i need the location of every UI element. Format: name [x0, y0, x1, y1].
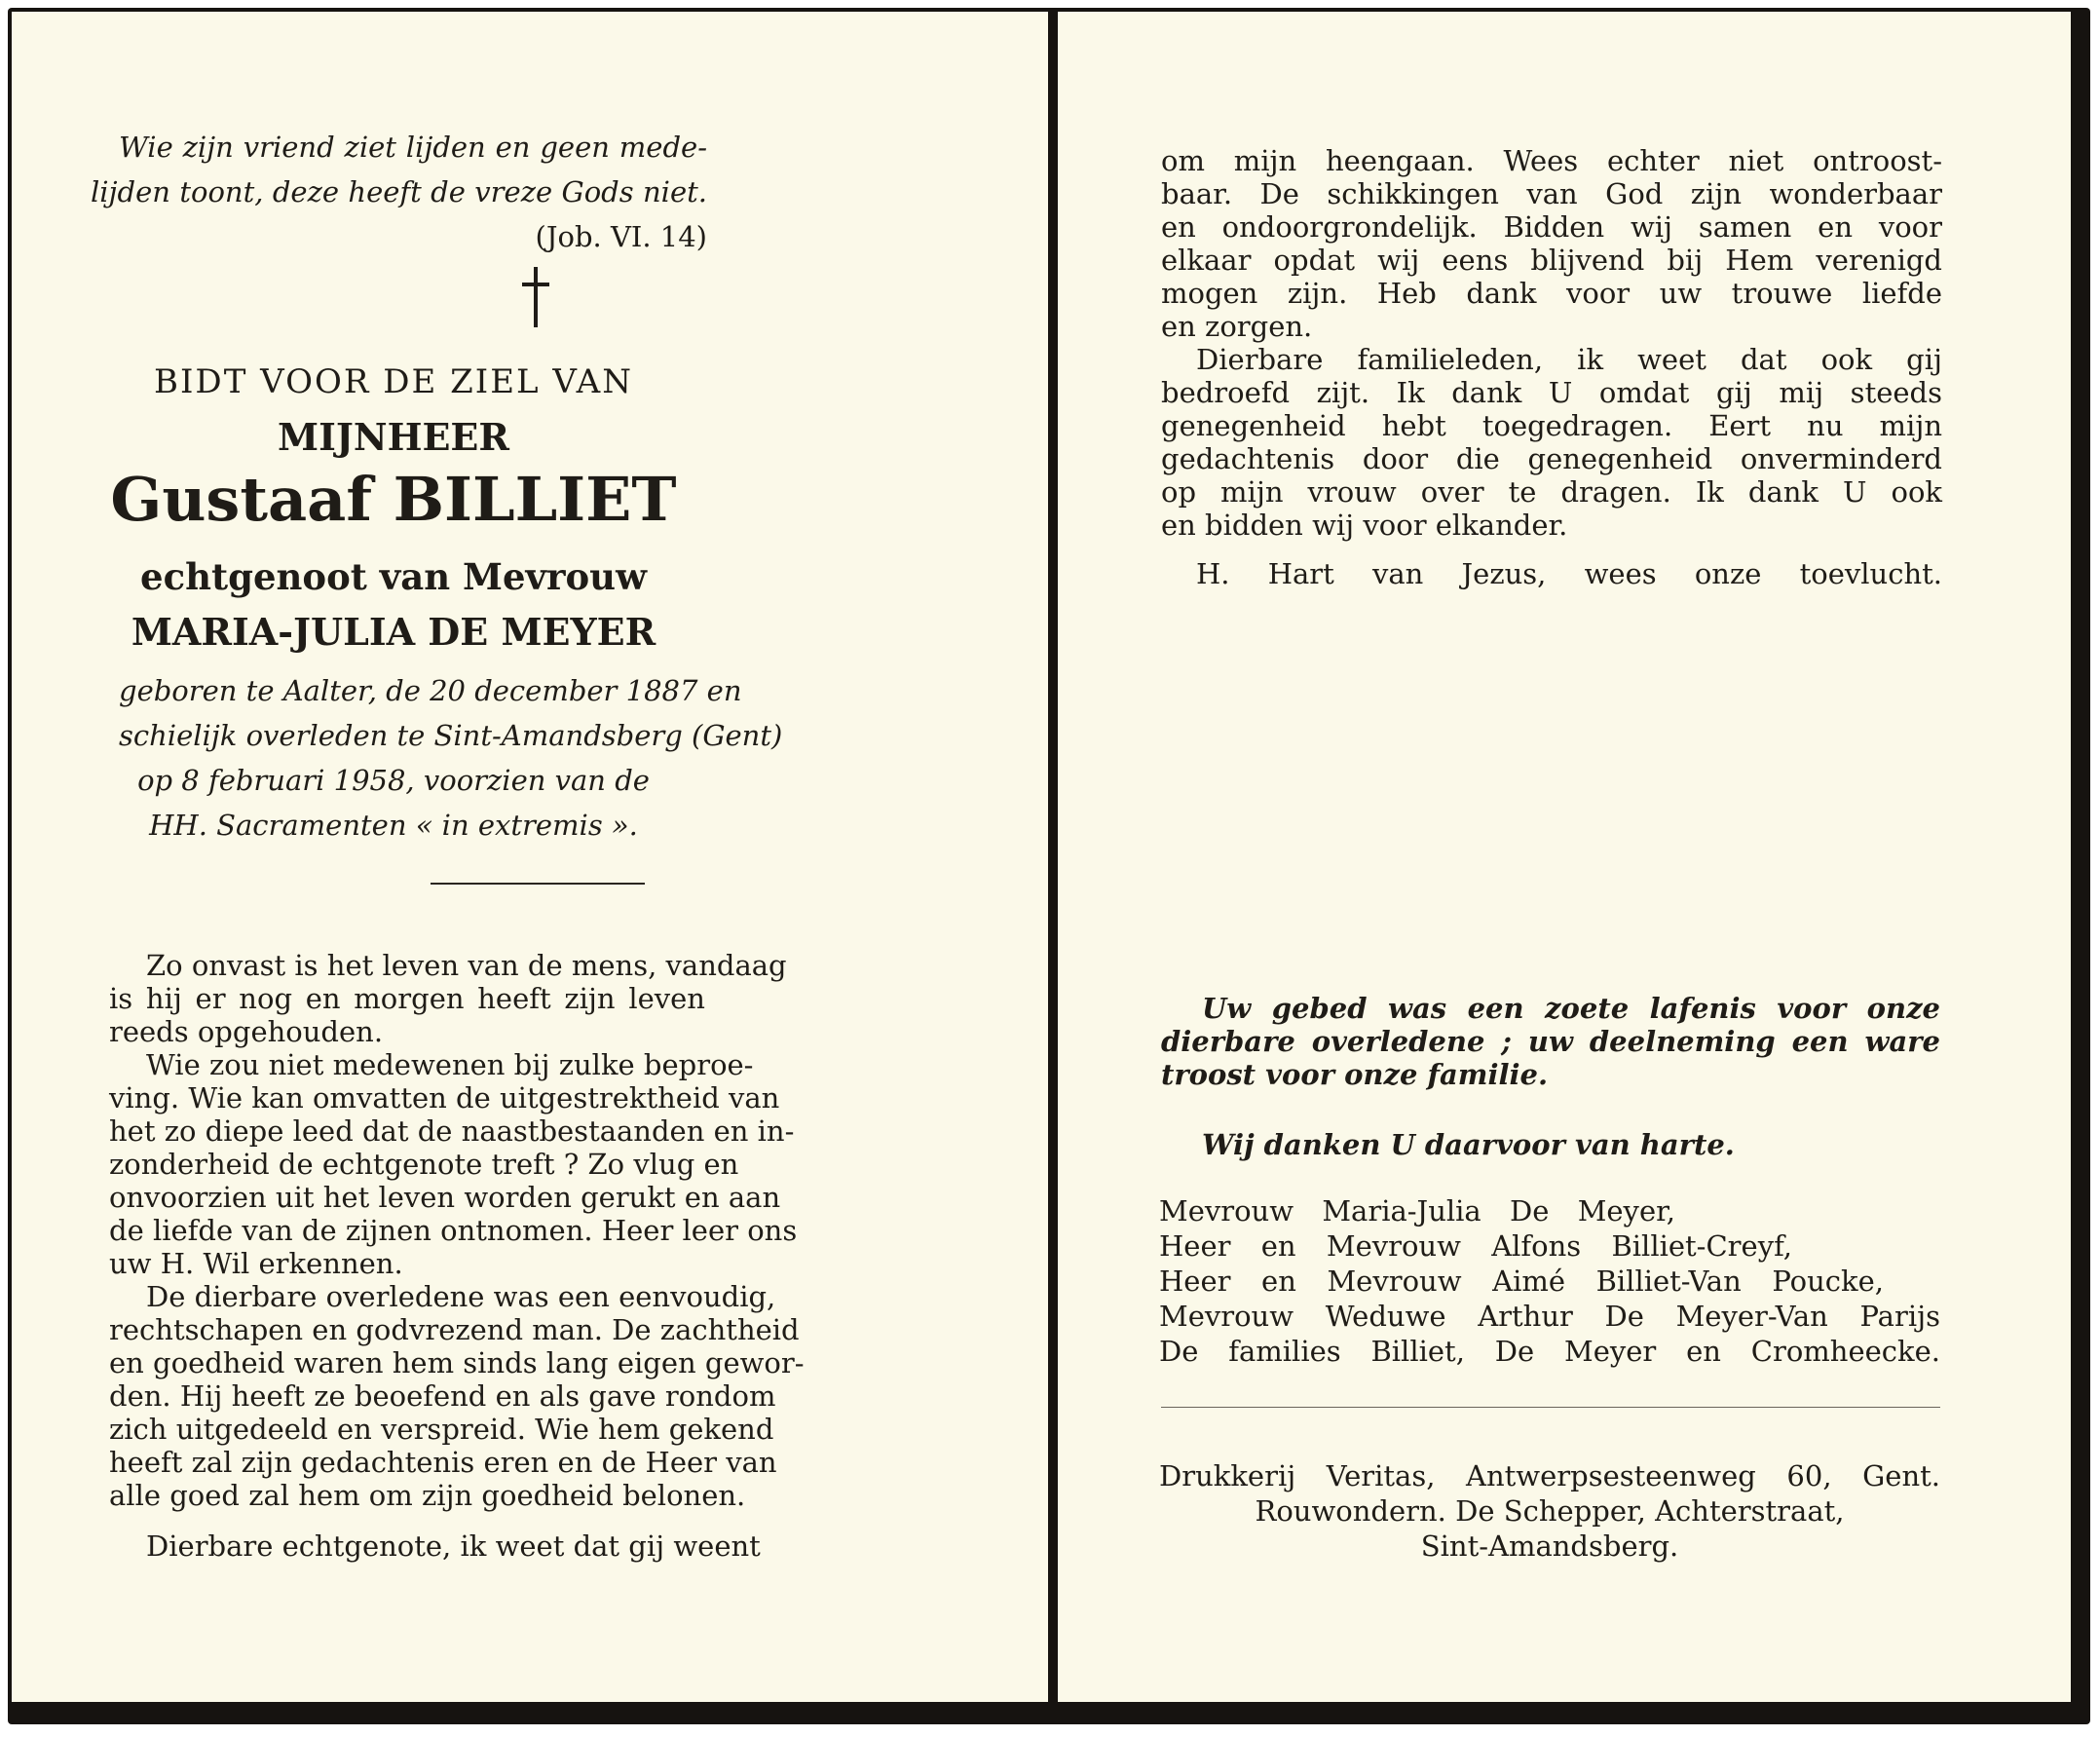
body-line: elkaar opdat wij eens blijvend bij Hem verenigd — [1161, 244, 1942, 277]
divider — [431, 883, 645, 885]
body-line: Dierbare echtgenote, ik weet dat gij weent — [146, 1529, 761, 1563]
family-line: De families Billiet, De Meyer en Cromheecke. — [1159, 1335, 1940, 1368]
left-page — [12, 12, 1048, 1702]
body-line: Wie zou niet medewenen bij zulke beproe- — [146, 1048, 754, 1081]
birth-line: schielijk overleden te Sint-Amandsberg (Gent) — [119, 719, 783, 752]
body-line: genegenheid hebt toegedragen. Eert nu mijn — [1161, 409, 1942, 442]
body-line: ving. Wie kan omvatten de uitgestrektheid van — [109, 1081, 780, 1114]
quote-reference: (Job. VI. 14) — [535, 220, 707, 253]
thanks-line: troost voor onze familie. — [1161, 1058, 1549, 1091]
quote-line: lijden toont, deze heeft de vreze Gods niet. — [91, 175, 707, 208]
body-line: en bidden wij voor elkander. — [1161, 509, 1568, 542]
thanks-line: Uw gebed was een zoete lafenis voor onze — [1202, 992, 1940, 1025]
birth-line: geboren te Aalter, de 20 december 1887 en — [119, 674, 742, 707]
invocation: H. Hart van Jezus, wees onze toevlucht. — [1196, 557, 1942, 590]
body-line: en ondoorgrondelijk. Bidden wij samen en voor — [1161, 210, 1942, 244]
printer-line: Sint-Amandsberg. — [1420, 1529, 1679, 1563]
body-line: zich uitgedeeld en verspreid. Wie hem gekend — [109, 1413, 774, 1446]
sacraments-line: HH. Sacramenten « in extremis ». — [149, 809, 638, 842]
body-line: reeds opgehouden. — [109, 1015, 384, 1048]
family-line: Mevrouw Maria-Julia De Meyer, — [1159, 1194, 1675, 1227]
body-line: op mijn vrouw over te dragen. Ik dank U ook — [1161, 475, 1942, 509]
birth-line: op 8 februari 1958, voorzien van de — [137, 764, 650, 797]
honorific: MIJNHEER — [278, 415, 509, 459]
body-line: De dierbare overledene was een eenvoudig, — [146, 1280, 776, 1313]
body-line: onvoorzien uit het leven worden gerukt en aan — [109, 1181, 781, 1214]
printer-line: Drukkerij Veritas, Antwerpsesteenweg 60, Gent. — [1159, 1459, 1940, 1492]
body-line: den. Hij heeft ze beoefend en als gave rondom — [109, 1379, 776, 1413]
body-line: alle goed zal hem om zijn goedheid belonen. — [109, 1479, 746, 1512]
divider — [1161, 1407, 1940, 1408]
body-line: Dierbare familieleden, ik weet dat ook gij — [1196, 343, 1942, 376]
printer-line: Rouwondern. De Schepper, Achterstraat, — [1255, 1494, 1845, 1528]
latin-cross-icon — [522, 267, 549, 327]
body-line: en zorgen. — [1161, 310, 1313, 343]
body-line: de liefde van de zijnen ontnomen. Heer leer ons — [109, 1214, 798, 1247]
body-line: en goedheid waren hem sinds lang eigen gewor- — [109, 1346, 805, 1379]
thanks-line: dierbare overledene ; uw deelneming een ware — [1161, 1025, 1940, 1058]
pray-heading: BIDT VOOR DE ZIEL VAN — [154, 362, 633, 401]
right-page — [1058, 12, 2071, 1702]
body-line: is hij er nog en morgen heeft zijn leven — [109, 982, 705, 1015]
family-line: Heer en Mevrouw Aimé Billiet-Van Poucke, — [1159, 1265, 1884, 1298]
body-line: baar. De schikkingen van God zijn wonderbaar — [1161, 177, 1942, 210]
body-line: heeft zal zijn gedachtenis eren en de Heer van — [109, 1446, 777, 1479]
body-line: om mijn heengaan. Wees echter niet ontroost- — [1161, 144, 1942, 177]
body-line: Zo onvast is het leven van de mens, vandaag — [146, 949, 787, 982]
body-line: uw H. Wil erkennen. — [109, 1247, 403, 1280]
family-line: Heer en Mevrouw Alfons Billiet-Creyf, — [1159, 1229, 1792, 1263]
spouse-intro: echtgenoot van Mevrouw — [140, 555, 647, 598]
quote-line: Wie zijn vriend ziet lijden en geen mede- — [119, 131, 707, 164]
body-line: bedroefd zijt. Ik dank U omdat gij mij steeds — [1161, 376, 1942, 409]
deceased-name: Gustaaf BILLIET — [110, 464, 677, 535]
center-fold — [1048, 12, 1058, 1702]
body-line: gedachtenis door die genegenheid onverminderd — [1161, 442, 1942, 475]
thanks-close: Wij danken U daarvoor van harte. — [1202, 1128, 1735, 1161]
body-line: het zo diepe leed dat de naastbestaanden en in- — [109, 1114, 795, 1148]
family-line: Mevrouw Weduwe Arthur De Meyer-Van Parijs — [1159, 1300, 1940, 1333]
body-line: rechtschapen en godvrezend man. De zachtheid — [109, 1313, 800, 1346]
body-line: zonderheid de echtgenote treft ? Zo vlug en — [109, 1148, 739, 1181]
spouse-name: MARIA-JULIA DE MEYER — [131, 610, 656, 654]
body-line: mogen zijn. Heb dank voor uw trouwe liefde — [1161, 277, 1942, 310]
